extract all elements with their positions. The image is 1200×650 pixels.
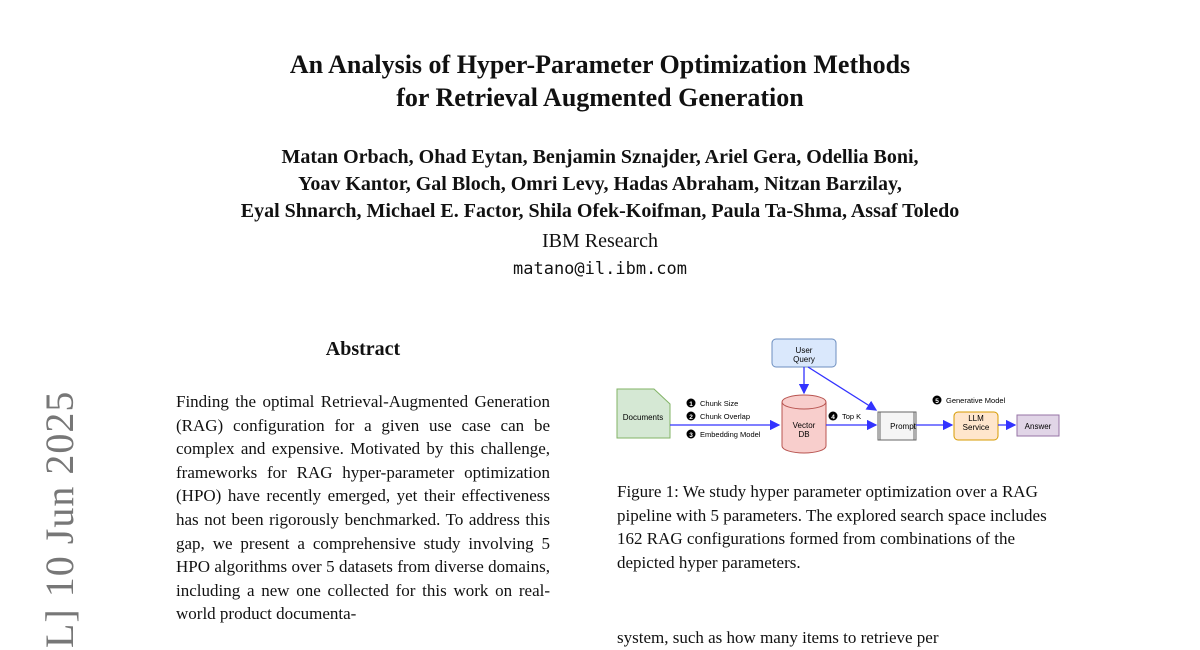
arxiv-stamp xyxy=(28,330,88,650)
abstract-text: Finding the optimal Retrieval-Augmented Generation (RAG) configuration for a given use case can be complex and expensive. Motivated by this challenge, frameworks for RAG hyper-parameter optimization (HPO) have recently emerged, yet their effectiveness has not been rigorously benchmarked. To address this gap, we present a comprehensive study involving 5 HPO algorithms over 5 datasets from diverse domains, including a new one collected for this work on real-world product documenta- xyxy=(176,392,550,624)
title-line-2: for Retrieval Augmented Generation xyxy=(396,83,804,112)
author-list xyxy=(0,144,1200,225)
param-chunk-overlap: Chunk Overlap xyxy=(700,412,751,421)
llm-service-label: LLM Service xyxy=(962,414,990,432)
prompt-label: Prompt xyxy=(890,422,916,431)
vector-db-label: Vector DB xyxy=(792,421,816,439)
answer-label: Answer xyxy=(1024,422,1052,431)
authors-line-1: Matan Orbach, Ohad Eytan, Benjamin Sznajder, Ariel Gera, Odellia Boni, xyxy=(281,146,919,168)
param-top-k: Top K xyxy=(842,412,862,421)
param-generative-model: Generative Model xyxy=(946,396,1006,405)
param-5-marker xyxy=(933,396,942,406)
authors-line-2: Yoav Kantor, Gal Bloch, Omri Levy, Hadas Abraham, Nitzan Barzilay, xyxy=(298,173,902,195)
param-embedding-model: Embedding Model xyxy=(700,430,761,439)
rag-pipeline-diagram xyxy=(612,334,1062,464)
figure-caption: Figure 1: We study hyper parameter optimization over a RAG pipeline with 5 parameters. The explored search space includes 162 RAG configurations formed from combinations of the depicted hyper parameters. xyxy=(617,482,1047,572)
arxiv-stamp-text: L] 10 Jun 2025 xyxy=(37,390,82,648)
svg-text:5: 5 xyxy=(935,398,939,405)
abstract-heading: Abstract xyxy=(325,338,401,360)
param-2-marker xyxy=(687,412,696,422)
svg-text:2: 2 xyxy=(689,414,693,421)
affiliation: IBM Research xyxy=(541,230,659,252)
contact-email: matano@il.ibm.com xyxy=(513,259,687,279)
svg-text:4: 4 xyxy=(831,414,835,421)
authors-line-3: Eyal Shnarch, Michael E. Factor, Shila Ofek-Koifman, Paula Ta-Shma, Assaf Toledo xyxy=(240,200,960,222)
title-line-1: An Analysis of Hyper-Parameter Optimization Methods xyxy=(289,50,911,79)
rag-pipeline-figure xyxy=(612,334,1062,464)
svg-text:1: 1 xyxy=(689,401,693,408)
param-1-marker xyxy=(687,399,696,409)
paper-title xyxy=(0,48,1200,114)
body-text-right: system, such as how many items to retrieve per xyxy=(617,628,939,647)
svg-text:3: 3 xyxy=(689,432,693,439)
user-query-label: User Query xyxy=(793,346,815,364)
param-4-marker xyxy=(829,412,838,422)
documents-label: Documents xyxy=(622,413,664,422)
param-3-marker xyxy=(687,430,696,440)
param-chunk-size: Chunk Size xyxy=(700,399,739,408)
